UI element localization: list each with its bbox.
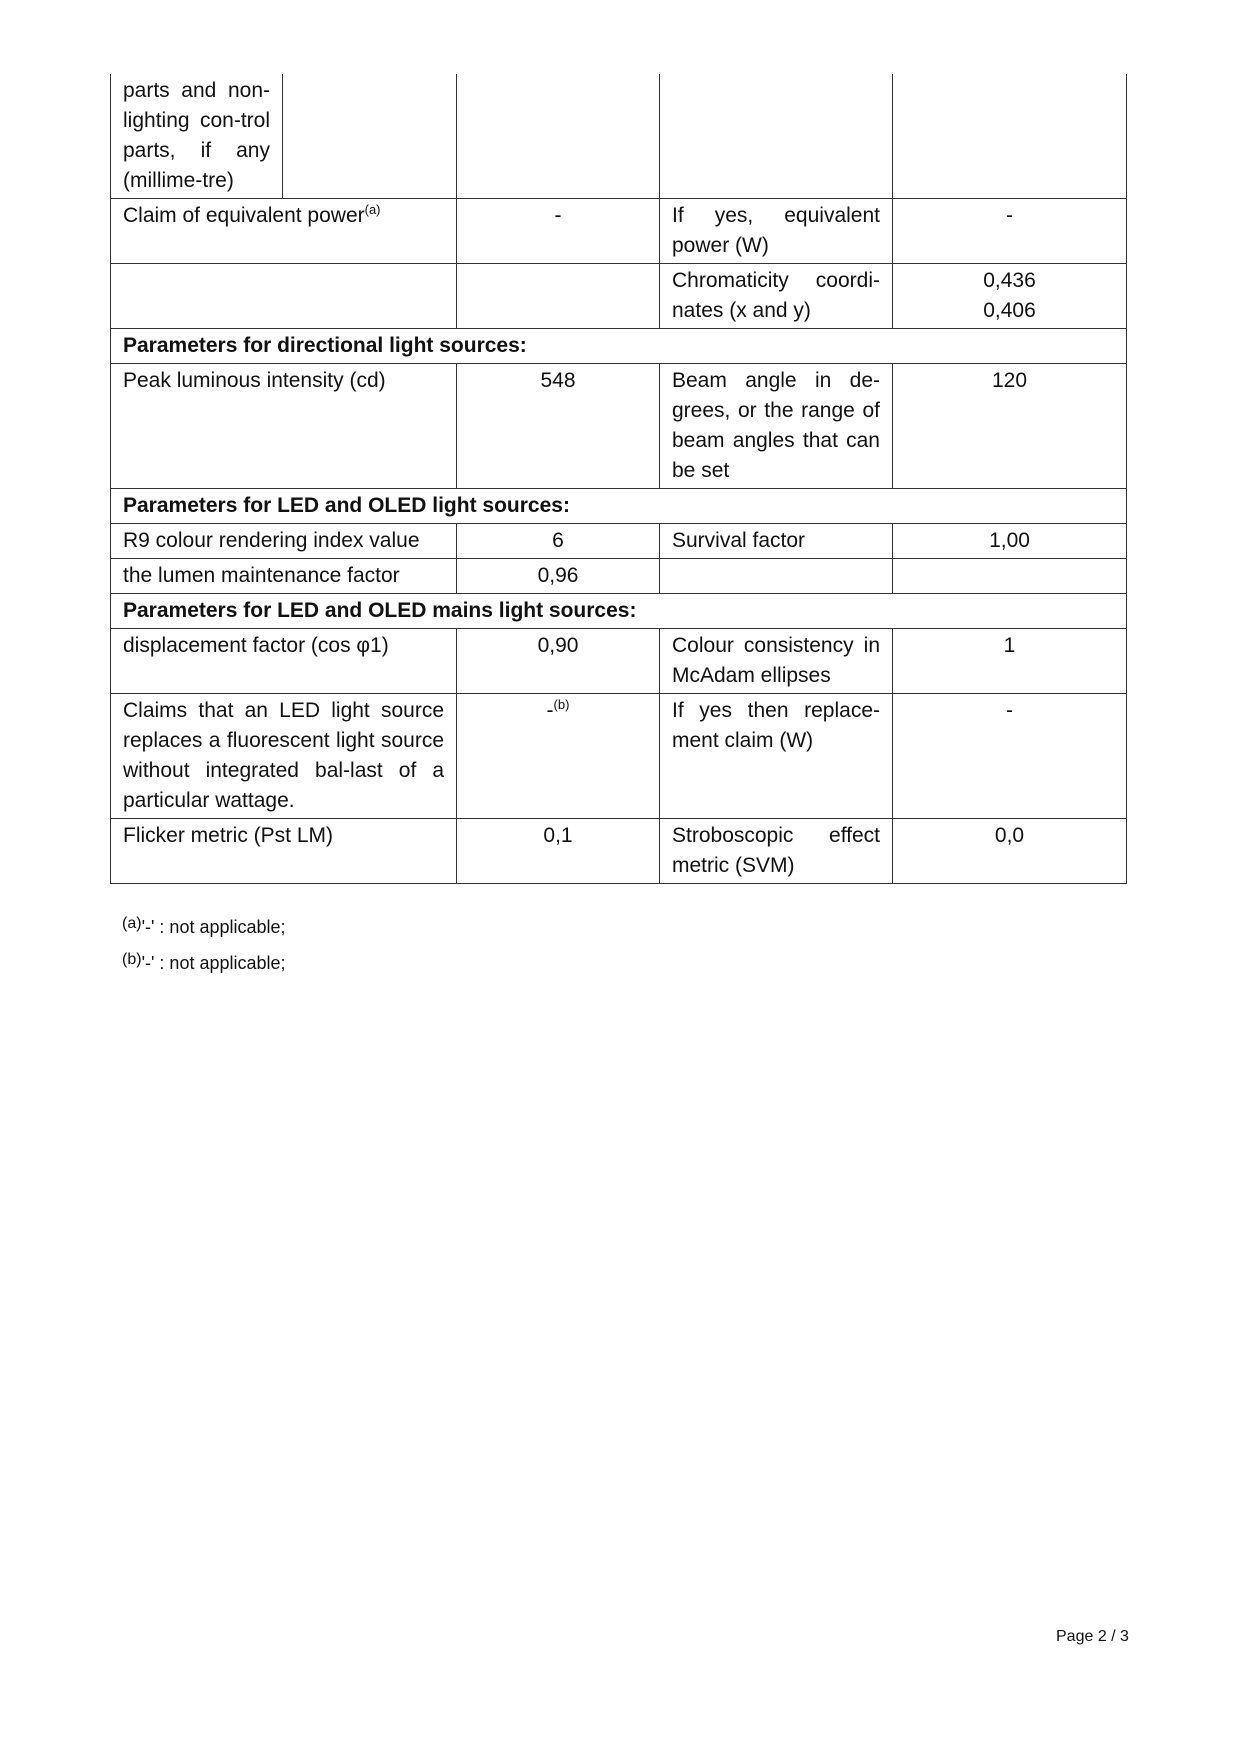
cell-equivalent-power-right-value: - bbox=[893, 199, 1127, 264]
cell-peak-intensity-label: Peak luminous intensity (cd) bbox=[111, 364, 457, 489]
cell-chromaticity-label bbox=[111, 264, 457, 329]
table-row-peak-intensity bbox=[111, 364, 1127, 489]
cell-continued-empty-1 bbox=[283, 74, 457, 199]
cell-continued-empty-3 bbox=[660, 74, 893, 199]
cell-lumen-maintenance-label: the lumen maintenance factor bbox=[111, 559, 457, 594]
table-row-r9 bbox=[111, 524, 1127, 559]
cell-fluorescent-claim-label: Claims that an LED light source replaces a fluorescent light source without integrated bal-last of a particular wattage. bbox=[111, 694, 457, 819]
cell-equivalent-power-label: Claim of equivalent power$^{(a)}$ bbox=[111, 199, 457, 264]
cell-peak-intensity-right-value: 120 bbox=[893, 364, 1127, 489]
section-directional bbox=[111, 329, 1127, 364]
cell-lumen-maintenance-right-label bbox=[660, 559, 893, 594]
section-mains bbox=[111, 594, 1127, 629]
cell-peak-intensity-right-label: Beam angle in de-grees, or the range of beam angles that can be set bbox=[660, 364, 893, 489]
cell-continued-empty-4 bbox=[893, 74, 1127, 199]
cell-displacement-value: 0,90 bbox=[457, 629, 660, 694]
cell-continued-label: parts and non-lighting con-trol parts, if any (millime-tre) bbox=[111, 74, 283, 199]
parameters-table bbox=[110, 74, 1127, 884]
cell-fluorescent-claim-right-label: If yes then replace-ment claim (W) bbox=[660, 694, 893, 819]
table-row-equivalent-power bbox=[111, 199, 1127, 264]
section-heading-led: Parameters for LED and OLED light sources: bbox=[111, 489, 1127, 524]
table-row-flicker bbox=[111, 819, 1127, 884]
section-led bbox=[111, 489, 1127, 524]
footnote-ref-a: (a) bbox=[364, 202, 381, 217]
table-row-chromaticity bbox=[111, 264, 1127, 329]
footnote-ref-b: (b) bbox=[553, 697, 570, 712]
section-heading-mains: Parameters for LED and OLED mains light sources: bbox=[111, 594, 1127, 629]
cell-lumen-maintenance-value: 0,96 bbox=[457, 559, 660, 594]
footnote-a-text: '-' : not applicable; bbox=[141, 917, 286, 937]
cell-displacement-right-value: 1 bbox=[893, 629, 1127, 694]
cell-r9-right-label: Survival factor bbox=[660, 524, 893, 559]
chromaticity-y-value: 0,406 bbox=[983, 299, 1036, 322]
cell-fluorescent-claim-value: -$^{(b)}$ bbox=[457, 694, 660, 819]
page-number: Page 2 / 3 bbox=[1056, 1628, 1129, 1645]
cell-flicker-right-value: 0,0 bbox=[893, 819, 1127, 884]
cell-r9-label: R9 colour rendering index value bbox=[111, 524, 457, 559]
cell-lumen-maintenance-right-value bbox=[893, 559, 1127, 594]
table-row-fluorescent-claim bbox=[111, 694, 1127, 819]
footnote-b-text: '-' : not applicable; bbox=[141, 953, 286, 973]
cell-flicker-right-label: Stroboscopic effect metric (SVM) bbox=[660, 819, 893, 884]
cell-chromaticity-right-value bbox=[893, 264, 1127, 329]
cell-equivalent-power-value: - bbox=[457, 199, 660, 264]
cell-displacement-label: displacement factor (cos φ1) bbox=[111, 629, 457, 694]
chromaticity-x-value: 0,436 bbox=[983, 269, 1036, 292]
cell-flicker-label: Flicker metric (Pst LM) bbox=[111, 819, 457, 884]
cell-peak-intensity-value: 548 bbox=[457, 364, 660, 489]
table-row-displacement bbox=[111, 629, 1127, 694]
cell-r9-right-value: 1,00 bbox=[893, 524, 1127, 559]
table-row-lumen-maintenance bbox=[111, 559, 1127, 594]
footnote-a-marker: (a) bbox=[122, 915, 142, 932]
section-heading-directional: Parameters for directional light sources: bbox=[111, 329, 1127, 364]
cell-displacement-right-label: Colour consistency in McAdam ellipses bbox=[660, 629, 893, 694]
cell-r9-value: 6 bbox=[457, 524, 660, 559]
cell-continued-empty-2 bbox=[457, 74, 660, 199]
cell-equivalent-power-right-label: If yes, equivalent power (W) bbox=[660, 199, 893, 264]
footnote-a bbox=[122, 916, 286, 938]
footnote-b bbox=[122, 952, 286, 974]
cell-chromaticity-right-label: Chromaticity coordi-nates (x and y) bbox=[660, 264, 893, 329]
table-row-continued bbox=[111, 74, 1127, 199]
cell-flicker-value: 0,1 bbox=[457, 819, 660, 884]
cell-fluorescent-claim-right-value: - bbox=[893, 694, 1127, 819]
cell-chromaticity-value bbox=[457, 264, 660, 329]
footnote-b-marker: (b) bbox=[122, 951, 142, 968]
